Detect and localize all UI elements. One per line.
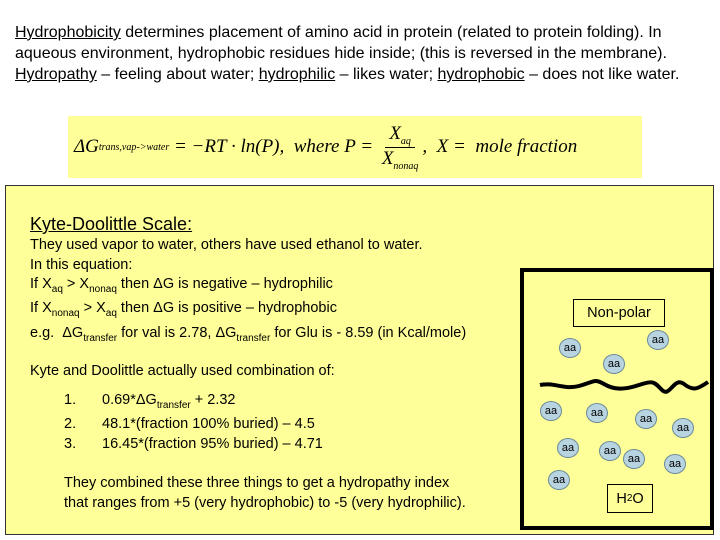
nonpolar-label: Non-polar (573, 299, 665, 327)
text-line (30, 275, 466, 299)
closing-text (64, 474, 466, 513)
amino-acid-circle: aa (664, 454, 686, 474)
text-line: Kyte and Doolittle actually used combination of: (30, 363, 335, 380)
t: + 2.32 (190, 392, 236, 408)
amino-acid-circle: aa (548, 470, 570, 490)
numerator-sub: aq (400, 135, 411, 147)
amino-acid-circle: aa (635, 409, 657, 429)
fraction (382, 123, 419, 172)
t: then ΔG is negative – hydrophilic (116, 276, 333, 292)
amino-acid-circle: aa (586, 403, 608, 423)
t: aq (105, 308, 117, 320)
panel-text (30, 236, 466, 382)
intro-paragraph (15, 22, 715, 85)
partition-diagram (520, 268, 714, 530)
t: 2. (64, 416, 77, 433)
amino-acid-circle: aa (540, 401, 562, 421)
text-line: that ranges from +5 (very hydrophobic) to -5 (very hydrophilic). (64, 494, 466, 511)
t: transfer (156, 399, 191, 411)
t: O (632, 490, 644, 507)
water-label (607, 484, 653, 513)
t: H (616, 490, 627, 507)
list-item (64, 415, 323, 435)
amino-acid-circle: aa (557, 438, 579, 458)
amino-acid-circle: aa (623, 449, 645, 469)
t: 48.1*(fraction 100% buried) – 4.5 (102, 416, 315, 433)
t: e.g. ΔG (30, 324, 84, 341)
t: 1. (64, 392, 77, 408)
term-hydrophilic: hydrophilic (258, 66, 336, 83)
formula-lhs-sub: trans,vap->water (98, 141, 170, 153)
t: If X (30, 276, 52, 292)
text-line: They used vapor to water, others have used ethanol to water. (30, 237, 423, 253)
formula-rhs: , X = mole fraction (422, 136, 578, 157)
t: nonaq (51, 308, 80, 320)
denominator-sub: nonaq (393, 160, 419, 172)
t: for val is 2.78, ΔG (117, 324, 237, 341)
text-line (30, 324, 466, 348)
list-item (64, 391, 323, 415)
free-energy-formula (68, 116, 642, 178)
amino-acid-circle: aa (559, 338, 581, 358)
term-hydrophobicity: Hydrophobicity (15, 24, 121, 41)
formula-mid: = −RT · ln(P), where P = (169, 136, 378, 157)
amino-acid-circle: aa (603, 354, 625, 374)
t: 2 (626, 493, 633, 504)
t: for Glu is - 8.59 (in Kcal/mole) (270, 324, 467, 341)
t: nonaq (89, 283, 117, 295)
amino-acid-circle: aa (647, 330, 669, 350)
intro-text: – feeling about water; (96, 66, 259, 83)
term-hydrophobic: hydrophobic (437, 66, 525, 83)
list-item (64, 435, 323, 455)
text-line (30, 299, 466, 323)
intro-text: – likes water; (335, 66, 438, 83)
t: then ΔG is positive – hydrophobic (116, 300, 337, 317)
text-line: They combined these three things to get a hydropathy index (64, 475, 450, 491)
t: 0.69*ΔG (102, 392, 157, 408)
t: aq (51, 283, 63, 295)
t: 16.45*(fraction 95% buried) – 4.71 (102, 435, 323, 452)
t: > X (79, 300, 106, 317)
t: 3. (64, 435, 77, 452)
numerator: X (389, 122, 401, 144)
amino-acid-circle: aa (672, 418, 694, 438)
text-line: In this equation: (30, 256, 133, 273)
t: If X (30, 300, 52, 317)
intro-text: determines placement of amino acid in protein (related to protein folding). In aqueous environment, hydrophobic residues hide inside; (this is reversed in the membrane). (15, 24, 667, 62)
formula-lhs: ΔG (74, 136, 99, 157)
denominator: X (381, 147, 394, 169)
combination-list (64, 391, 323, 454)
t: transfer (83, 332, 118, 344)
intro-text: – does not like water. (524, 66, 680, 83)
term-hydropathy: Hydropathy (15, 66, 97, 83)
amino-acid-circle: aa (599, 441, 621, 461)
t: > X (62, 276, 90, 292)
panel-title: Kyte-Doolittle Scale: (30, 214, 193, 234)
t: transfer (236, 332, 271, 344)
